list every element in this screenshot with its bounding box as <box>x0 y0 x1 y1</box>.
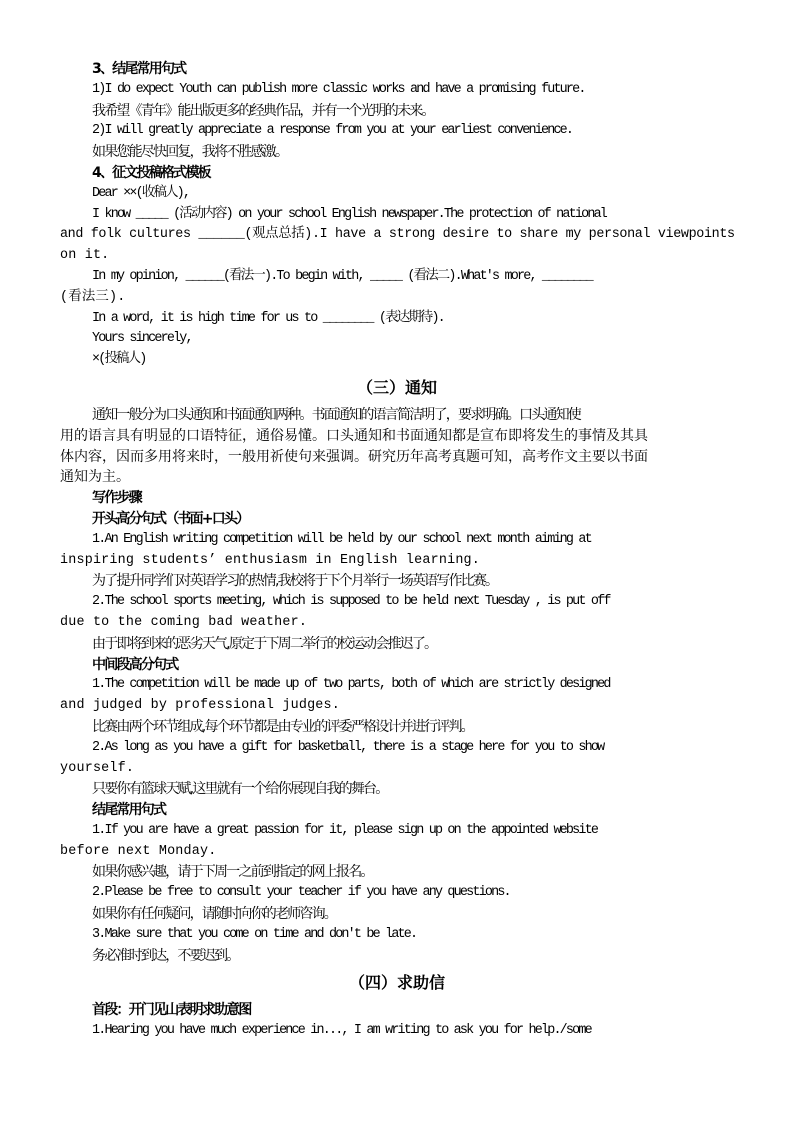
template-salutation: Dear ××(收稿人), <box>92 185 190 201</box>
closing-sentence-2-en: 2)I will greatly appreciate a response from you at your earliest convenience. <box>92 123 573 139</box>
ending-3-cn: 务必准时到达，不要迟到。 <box>92 947 239 964</box>
opening-2-cn: 由于即将到来的恶劣天气,原定于下周二举行的校运动会推迟了。 <box>92 635 437 652</box>
closing-sentence-1-en: 1)I do expect Youth can publish more classic works and have a promising future. <box>92 81 585 97</box>
middle-1-cn: 比赛由两个环节组成,每个环节都是由专业的评委严格设计并进行评判。 <box>92 718 473 735</box>
middle-2-cn: 只要你有篮球天赋,这里就有一个给你展现自我的舞台。 <box>92 781 388 798</box>
middle-2-line2: yourself. <box>60 760 135 776</box>
closing-sentence-1-cn: 我希望《青年》能出版更多的经典作品，并有一个光明的未来。 <box>92 102 434 119</box>
opening-1-line2: inspiring students’ enthusiasm in English learning. <box>60 552 481 568</box>
template-para1-line1: I know _____ (活动内容) on your school English newspaper.The protection of national <box>92 206 607 222</box>
opening-1-line1: 1.An English writing competition will be held by our school next month aiming at <box>92 531 591 547</box>
template-signature: ×(投稿人) <box>92 352 146 368</box>
opening-2-line2: due to the coming bad weather. <box>60 614 308 630</box>
template-para2-line1: In my opinion, ______(看法一).To begin with, _____ (看法二).What's more, ________ <box>92 268 592 284</box>
middle-sentences-heading: 中间段高分句式 <box>92 656 178 673</box>
notice-section-title: （三）通知 <box>356 377 437 397</box>
middle-2-line1: 2.As long as you have a gift for basketball, there is a stage here for you to show <box>92 739 604 755</box>
ending-1-line2: before next Monday. <box>60 843 217 859</box>
notice-intro-line1: 通知一般分为口头通知和书面通知两种。书面通知的语言简洁明了，要求明确。口头通知使 <box>92 406 580 423</box>
ending-2-cn: 如果你有任何疑问，请随时向你的老师咨询。 <box>92 906 336 923</box>
template-para1-line2: and folk cultures ______(观点总括).I have a strong desire to share my personal viewpoints <box>60 227 735 243</box>
closing-sentences-heading: 3、结尾常用句式 <box>92 61 186 77</box>
notice-intro-line4: 通知为主。 <box>60 469 130 486</box>
help-letter-section-title: （四）求助信 <box>348 973 445 993</box>
opening-2-line1: 2.The school sports meeting, which is supposed to be held next Tuesday , is put off <box>92 594 610 610</box>
document-page <box>60 59 734 1042</box>
middle-1-line2: and judged by professional judges. <box>60 698 341 714</box>
closing-sentence-2-cn: 如果您能尽快回复，我将不胜感激。 <box>92 144 288 161</box>
ending-2-en: 2.Please be free to consult your teacher if you have any questions. <box>92 885 510 901</box>
notice-intro-line3: 体内容，因而多用将来时，一般用祈使句来强调。研究历年高考真题可知，高考作文主要以书面 <box>60 448 648 465</box>
template-para1-line3: on it. <box>60 248 110 264</box>
opening-1-cn: 为了提升同学们对英语学习的热情,我校将于下个月举行一场英语写作比赛。 <box>92 573 498 590</box>
ending-sentences-heading: 结尾常用句式 <box>92 802 166 819</box>
template-closing: Yours sincerely, <box>92 331 192 347</box>
template-para2-line2: (看法三). <box>60 289 126 305</box>
ending-3-en: 3.Make sure that you come on time and don't be late. <box>92 926 417 942</box>
writing-steps-heading: 写作步骤 <box>92 490 141 507</box>
ending-1-cn: 如果你感兴趣，请于下周一之前到指定的网上报名。 <box>92 864 373 881</box>
help-1-line1: 1.Hearing you have much experience in..., I am writing to ask you for help./some <box>92 1023 591 1039</box>
essay-template-heading: 4、征文投稿格式模板 <box>92 164 210 181</box>
ending-1-line1: 1.If you are have a great passion for it, please sign up on the appointed website <box>92 822 598 838</box>
middle-1-line1: 1.The competition will be made up of two parts, both of which are strictly designed <box>92 677 610 693</box>
template-para3: In a word, it is high time for us to ________ (表达期待). <box>92 310 444 326</box>
notice-intro-line2: 用的语言具有明显的口语特征，通俗易懂。口头通知和书面通知都是宣布即将发生的事情及其具 <box>60 427 648 444</box>
help-first-para-heading: 首段：开门见山表明求助意图 <box>92 1002 251 1019</box>
opening-sentences-heading: 开头高分句式（书面+口头） <box>92 510 249 527</box>
